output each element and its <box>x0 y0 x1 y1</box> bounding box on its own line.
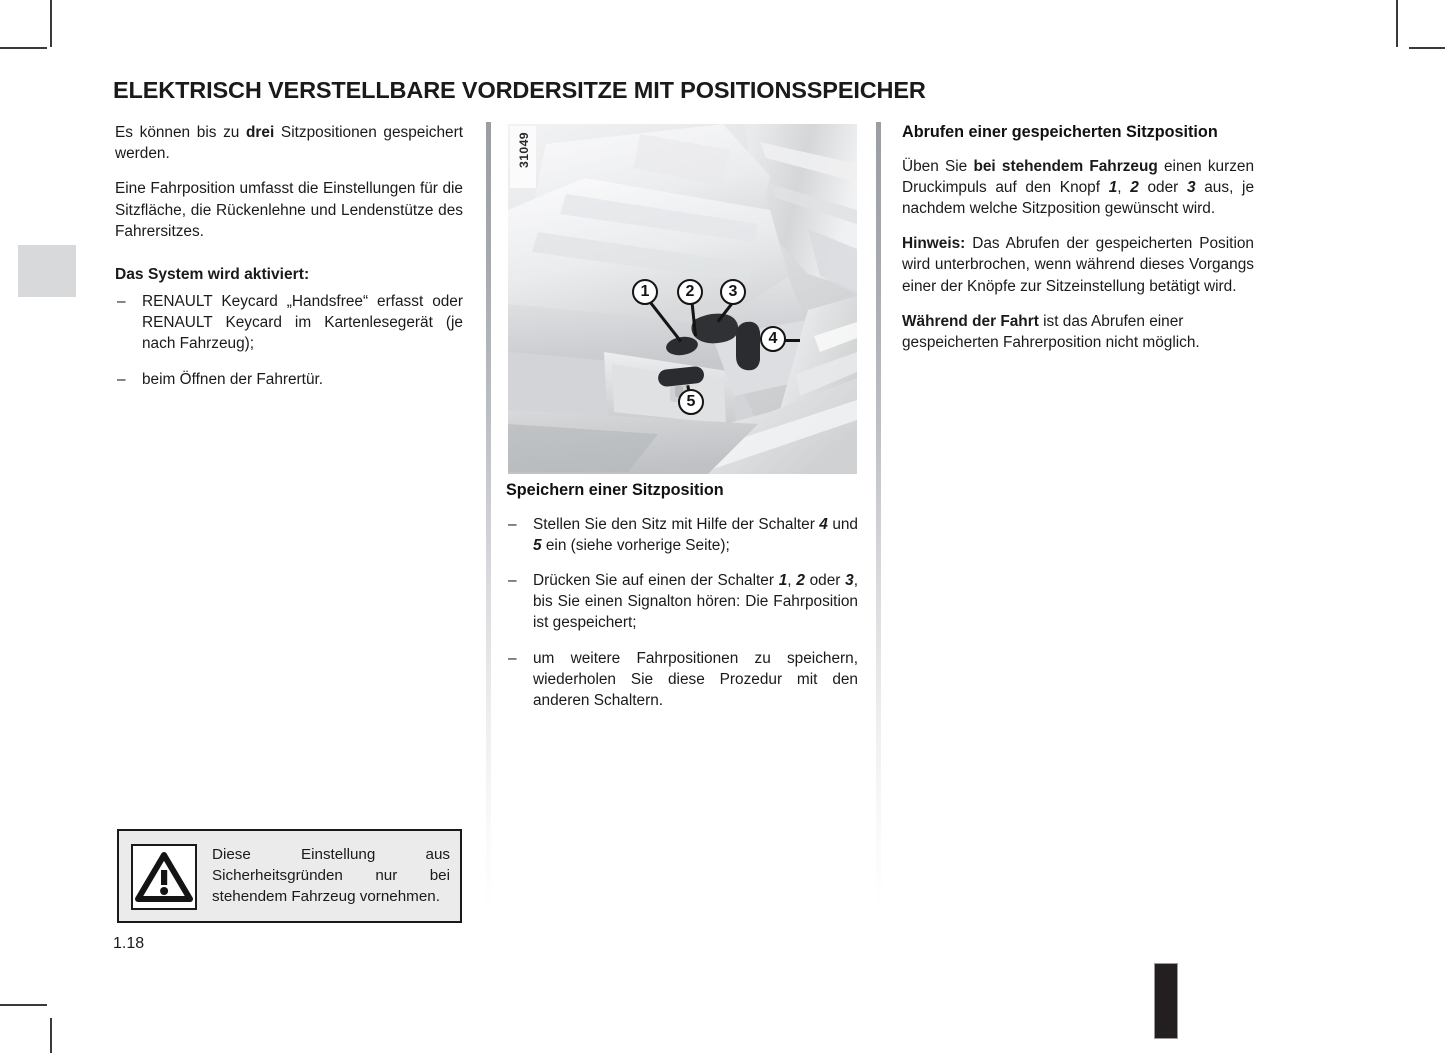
recall-driving-paragraph: Während der Fahrt ist das Abrufen einer gespeicherten Fahrerposition nicht möglich. <box>902 312 1200 351</box>
dash-bullet-icon: – <box>117 370 126 388</box>
intro-paragraph-1 <box>115 122 463 164</box>
page-title: ELEKTRISCH VERSTELLBARE VORDERSITZE MIT POSITIONSSPEICHER <box>113 77 926 103</box>
dash-bullet-icon: – <box>508 649 517 667</box>
callout-1: 1 <box>632 279 658 305</box>
safety-warning-box <box>117 829 462 923</box>
column-separator-right <box>876 122 881 912</box>
page-number: 1.18 <box>113 935 145 952</box>
recall-position-heading: Abrufen einer gespeicherten Sitzposition <box>902 123 1218 141</box>
list-item <box>506 570 858 634</box>
list-item-label: um weitere Fahrpositionen zu speichern, wiederholen Sie diese Prozedur mit den anderen Schaltern. <box>533 649 858 709</box>
crop-mark-bottom-left-vertical <box>50 1018 52 1053</box>
intro-p1-bold: drei <box>246 124 275 141</box>
dash-bullet-icon: – <box>508 515 517 533</box>
save-position-list <box>506 514 858 712</box>
system-activation-heading: Das System wird aktiviert: <box>115 266 310 284</box>
list-item <box>506 514 858 556</box>
callout-4: 4 <box>760 326 786 352</box>
list-item-label: RENAULT Keycard „Handsfree“ erfasst oder RENAULT Keycard im Kartenlesegerät (je nach Fahrzeug); <box>142 293 463 353</box>
chapter-edge-marker <box>1154 963 1178 1039</box>
intro-p1-post: Sitzpositionen gespeichert werden. <box>115 124 463 163</box>
callout-3: 3 <box>720 279 746 305</box>
recall-paragraph-1: Üben Sie bei stehendem Fahrzeug einen kurzen Druckimpuls auf den Knopf 1, 2 oder 3 aus, je nachdem welche Sitzposition gewünscht wird. <box>902 157 1255 217</box>
seat-memory-switch-photo <box>508 124 857 474</box>
intro-paragraph-2: Eine Fahrposition umfasst die Einstellungen für die Sitzfläche, die Rückenlehne und Lendenstütze des Fahrersitzes. <box>115 180 463 240</box>
crop-mark-top-right-horizontal <box>1409 47 1445 49</box>
crop-mark-bottom-left-horizontal <box>0 1004 47 1006</box>
save-position-heading: Speichern einer Sitzposition <box>506 481 724 499</box>
recall-note-paragraph: Hinweis: Das Abrufen der gespeicherten Position wird unterbrochen, wenn während dieses Vorgangs einer der Knöpfe zur Sitzeinstellung betätigt wird. <box>902 235 1254 295</box>
chapter-thumb-tab <box>18 245 76 297</box>
warning-triangle-glyph <box>133 846 195 908</box>
callout-2: 2 <box>677 279 703 305</box>
list-item-label: Drücken Sie auf einen der Schalter 1, 2 oder 3, bis Sie einen Signalton hören: Die Fahrposition ist gespeichert; <box>533 571 858 632</box>
list-item-label: Stellen Sie den Sitz mit Hilfe der Schalter 4 und 5 ein (siehe vorherige Seite); <box>533 515 858 554</box>
figure-reference-label: 31049 <box>510 126 536 188</box>
crop-mark-top-left-horizontal <box>0 47 47 49</box>
column-separator-left <box>486 122 491 912</box>
crop-mark-top-right-vertical <box>1396 0 1398 47</box>
list-item-label: beim Öffnen der Fahrertür. <box>142 370 324 388</box>
left-text-column <box>115 122 463 390</box>
crop-mark-top-left-vertical <box>50 0 52 47</box>
dash-bullet-icon: – <box>508 571 517 589</box>
safety-warning-text: Diese Einstellung aus Sicherheitsgründen nur bei stehendem Fahrzeug vornehmen. <box>212 846 450 905</box>
dash-bullet-icon: – <box>117 293 126 311</box>
list-item <box>115 369 463 390</box>
list-item <box>115 291 463 355</box>
intro-p1-pre: Es können bis zu <box>115 124 247 141</box>
list-item <box>506 648 858 712</box>
callout-5: 5 <box>678 389 704 415</box>
system-activation-list <box>115 291 463 390</box>
middle-text-column <box>506 480 858 711</box>
warning-triangle-icon <box>131 844 197 910</box>
right-text-column <box>902 122 1254 367</box>
